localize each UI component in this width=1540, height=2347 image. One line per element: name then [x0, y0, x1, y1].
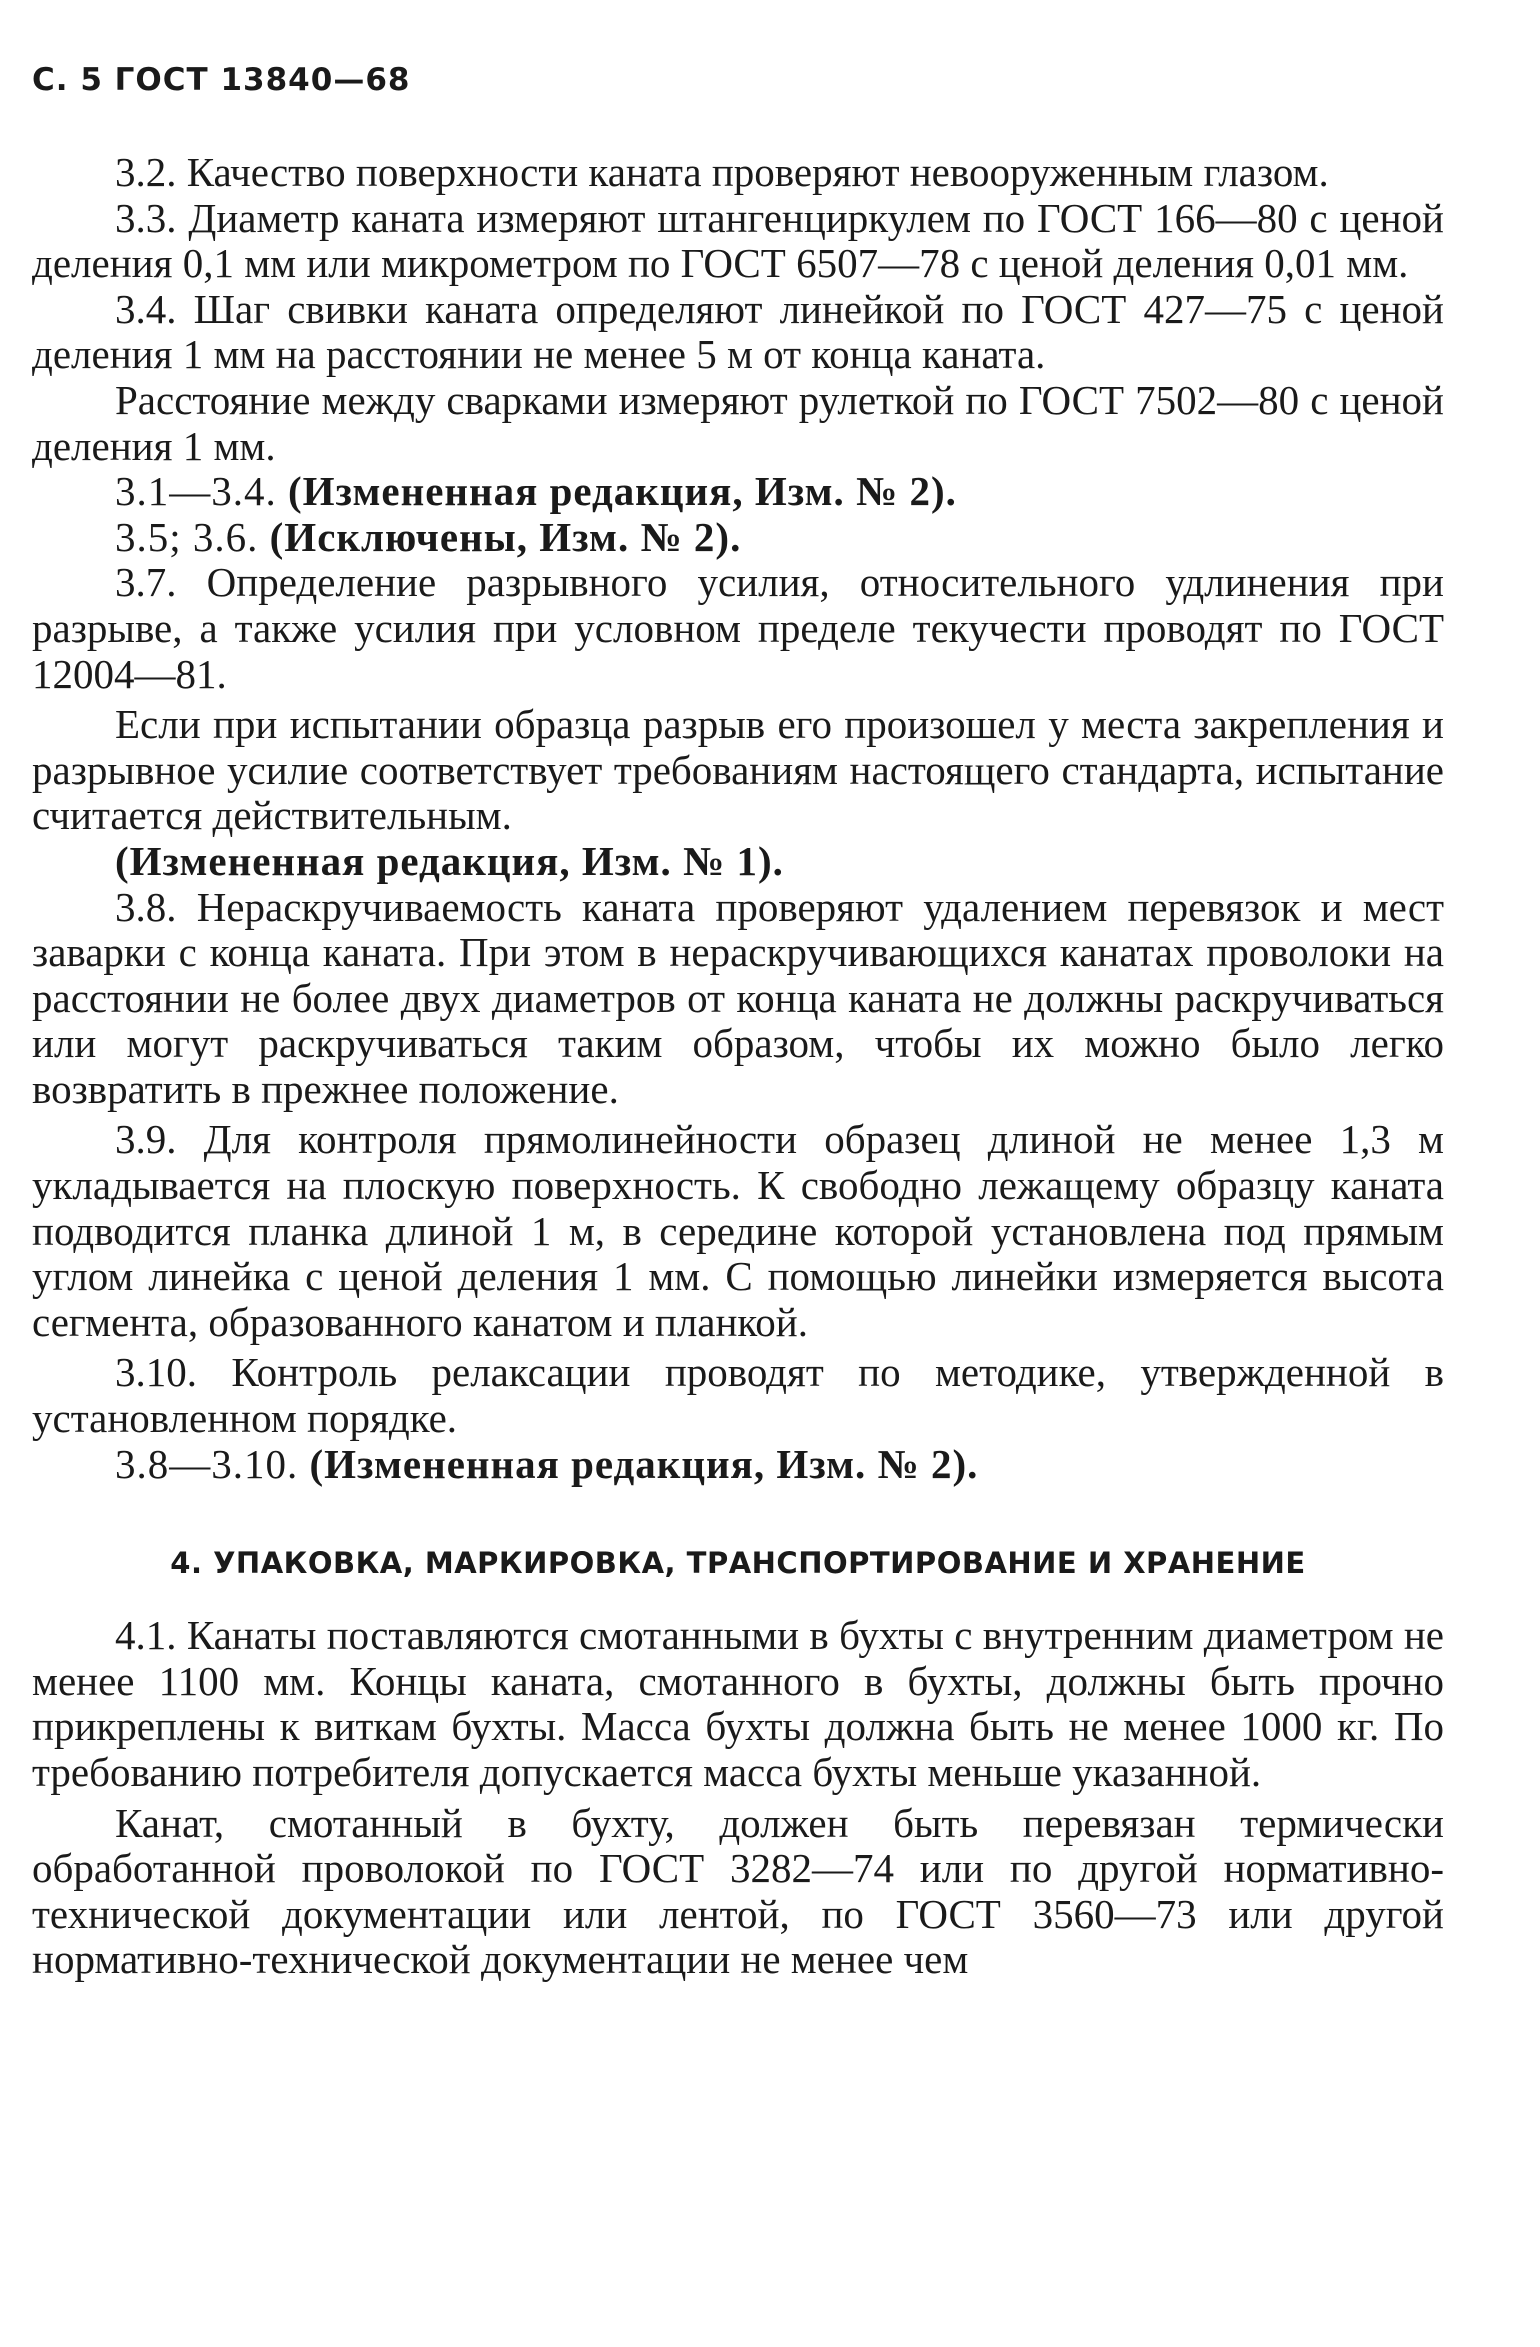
amendment-clause-number: 3.5; 3.6.	[115, 513, 259, 560]
paragraph-3-8: 3.8. Нераскручиваемость каната проверяют удалением перевязок и мест заварки с конца каната. При этом в нераскручивающихся канатах проволоки на расстоянии не более двух диаметров от конца каната не должны раскручиваться или могут раскручиваться таким образом, чтобы их можно было легко возвратить в прежнее положение.	[32, 883, 1444, 1112]
paragraph-4-1: 4.1. Канаты поставляются смотанными в бухты с внутренним диаметром не менее 1100 мм. Концы каната, смотанного в бухты, должны быть прочно прикреплены к виткам бухты. Масса бухты должна быть не менее 1000 кг. По требованию потребителя допускается масса бухты меньше указанной.	[32, 1612, 1444, 1795]
paragraph-3-10: 3.10. Контроль релаксации проводят по методике, утвержденной в установленном порядке.	[32, 1349, 1444, 1442]
paragraph-4-1-binding: Канат, смотанный в бухту, должен быть перевязан термически обработанной проволокой по ГОСТ 3282—74 или по другой нормативно-технической документации или лентой, по ГОСТ 3560—73 или другой нормативно-технической документации не менее чем	[32, 1799, 1444, 1983]
document-body	[32, 150, 1444, 1983]
running-head: С. 5 ГОСТ 13840—68	[32, 62, 411, 98]
amendment-3-7	[32, 839, 1444, 885]
section-4-heading: 4. УПАКОВКА, МАРКИРОВКА, ТРАНСПОРТИРОВАНИЕ И ХРАНЕНИЕ	[170, 1546, 1306, 1581]
amendment-3-5-3-6	[32, 515, 1444, 561]
amendment-note: (Исключены, Изм. № 2).	[269, 513, 742, 560]
amendment-note: (Измененная редакция, Изм. № 1).	[115, 837, 784, 884]
paragraph-3-4-rulers: Расстояние между сварками измеряют рулеткой по ГОСТ 7502—80 с ценой деления 1 мм.	[32, 376, 1444, 469]
amendment-note: (Измененная редакция, Изм. № 2).	[309, 1440, 979, 1487]
paragraph-3-7-validity: Если при испытании образца разрыв его произошел у места закрепления и разрывное усилие соответствует требованиям настоящего стандарта, испытание считается действительным.	[32, 701, 1444, 839]
paragraph-3-7: 3.7. Определение разрывного усилия, относительного удлинения при разрыве, а также усилия при условном пределе текучести проводят по ГОСТ 12004—81.	[32, 559, 1444, 697]
amendment-3-8-3-10	[32, 1442, 1444, 1488]
paragraph-3-9: 3.9. Для контроля прямолинейности образец длиной не менее 1,3 м укладывается на плоскую поверхность. К свободно лежащему образцу каната подводится планка длиной 1 м, в середине которой установлена под прямым углом линейка с ценой деления 1 мм. С помощью линейки измеряется высота сегмента, образованного канатом и планкой.	[32, 1116, 1444, 1345]
amendment-clause-number: 3.8—3.10.	[115, 1440, 299, 1487]
paragraph-3-4: 3.4. Шаг свивки каната определяют линейкой по ГОСТ 427—75 с ценой деления 1 мм на расстоянии не менее 5 м от конца каната.	[32, 285, 1444, 378]
paragraph-3-2: 3.2. Качество поверхности каната проверяют невооруженным глазом.	[115, 149, 1329, 195]
amendment-note: (Измененная редакция, Изм. № 2).	[288, 468, 957, 515]
amendment-3-1-3-4	[32, 469, 1444, 515]
paragraph-3-3: 3.3. Диаметр каната измеряют штангенциркулем по ГОСТ 166—80 с ценой деления 0,1 мм или микрометром по ГОСТ 6507—78 с ценой деления 0,01 мм.	[32, 194, 1444, 287]
amendment-clause-number: 3.1—3.4.	[115, 468, 277, 515]
